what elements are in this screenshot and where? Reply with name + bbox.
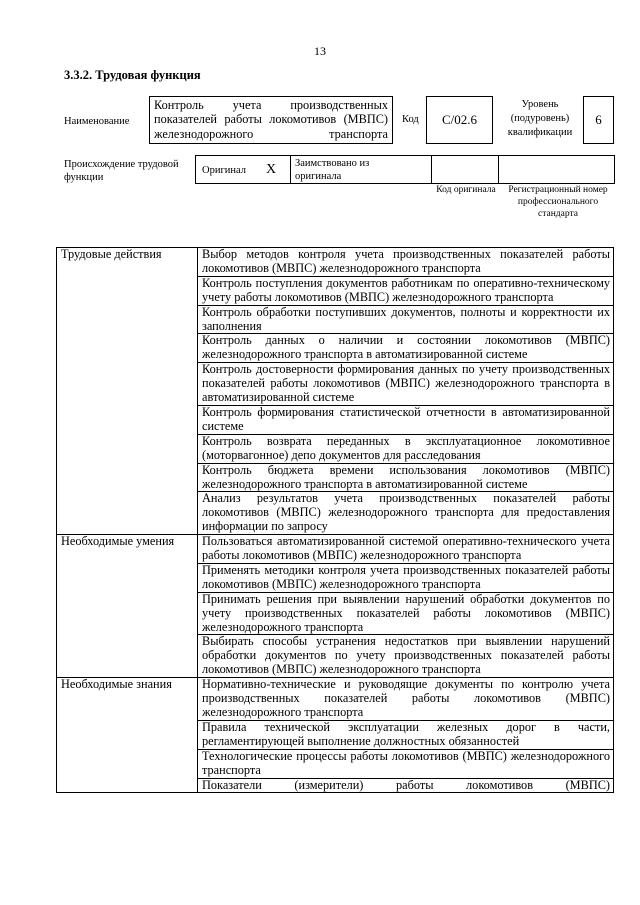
labor-actions-item: Контроль данных о наличии и состоянии локомотивов (МВПС) железнодорожного транспорта в автоматизированной системе	[198, 334, 614, 363]
original-label: Оригинал	[202, 165, 246, 176]
required-skills-item: Выбирать способы устранения недостатков при выявлении нарушений обработки документов по учету производственных показателей работы локомотивов (МВПС) железнодорожного транспорта	[198, 635, 614, 678]
labor-function-table	[56, 247, 614, 793]
required-knowledge-item: Показатели (измерители) работы локомотивов (МВПС)	[198, 778, 614, 793]
labor-actions-item: Контроль поступления документов работникам по оперативно-техническому учету работы локомотивов (МВПС) железнодорожного транспорта	[198, 276, 614, 305]
name-label: Наименование	[64, 116, 130, 127]
required-skills-item: Пользоваться автоматизированной системой оперативно-технического учета работы локомотивов (МВПС) железнодорожного транспорта	[198, 535, 614, 564]
labor-actions-category: Трудовые действия	[57, 248, 198, 535]
required-knowledge-row	[57, 678, 614, 721]
labor-actions-item: Контроль формирования статистической отчетности в автоматизированной системе	[198, 405, 614, 434]
labor-actions-item: Выбор методов контроля учета производственных показателей работы локомотивов (МВПС) железнодорожного транспорта	[198, 248, 614, 277]
labor-actions-item: Контроль обработки поступивших документов, полноты и корректности их заполнения	[198, 305, 614, 334]
level-value: 6	[583, 96, 614, 144]
code-value: C/02.6	[426, 96, 493, 144]
required-skills-item: Применять методики контроля учета производственных показателей работы локомотивов (МВПС) железнодорожного транспорта	[198, 563, 614, 592]
origin-table	[195, 155, 615, 184]
code-original-cell	[431, 155, 499, 184]
required-skills-item: Принимать решения при выявлении нарушений обработки документов по учету производственных показателей работы локомотивов (МВПС) железнодорожного транспорта	[198, 592, 614, 635]
section-title: 3.3.2. Трудовая функция	[64, 68, 201, 82]
borrowed-cell	[290, 155, 432, 184]
original-mark: X	[266, 162, 277, 177]
required-knowledge-item: Нормативно-технические и руководящие документы по контролю учета производственных показателей работы локомотивов (МВПС) железнодорожного транспорта	[198, 678, 614, 721]
required-knowledge-item: Технологические процессы работы локомотивов (МВПС) железнодорожного транспорта	[198, 749, 614, 778]
labor-actions-item: Анализ результатов учета производственных показателей работы локомотивов (МВПС) железнодорожного транспорта для предоставления информации по запросу	[198, 492, 614, 535]
page-number: 13	[314, 44, 326, 58]
required-knowledge-item: Правила технической эксплуатации железных дорог в части, регламентирующей выполнение должностных обязанностей	[198, 720, 614, 749]
reg-number-cell	[498, 155, 615, 184]
code-original-caption: Код оригинала	[436, 185, 496, 195]
reg-number-caption: Регистрационный номер профессионального стандарта	[508, 185, 608, 219]
labor-actions-item: Контроль возврата переданных в эксплуатационное локомотивное (моторвагонное) депо документов для расследования	[198, 434, 614, 463]
original-cell	[195, 155, 291, 184]
labor-actions-row	[57, 248, 614, 277]
required-knowledge-category: Необходимые знания	[57, 678, 198, 793]
borrowed-label: Заимствовано из оригинала	[295, 158, 370, 182]
labor-actions-item: Контроль достоверности формирования данных по учету производственных показателей работы локомотивов (МВПС) железнодорожного транспорта в автоматизированной системе	[198, 363, 614, 406]
labor-actions-item: Контроль бюджета времени использования локомотивов (МВПС) железнодорожного транспорта в автоматизированной системе	[198, 463, 614, 492]
level-label: Уровень (подуровень) квалификации	[507, 99, 573, 138]
required-skills-category: Необходимые умения	[57, 535, 198, 678]
required-skills-row	[57, 535, 614, 564]
origin-label: Происхождение трудовой функции	[64, 159, 179, 183]
function-name-box	[149, 96, 393, 144]
function-name-value: Контроль учета производственных показателей работы локомотивов (МВПС) железнодорожного транспорта	[154, 98, 388, 141]
code-label: Код	[402, 114, 419, 125]
